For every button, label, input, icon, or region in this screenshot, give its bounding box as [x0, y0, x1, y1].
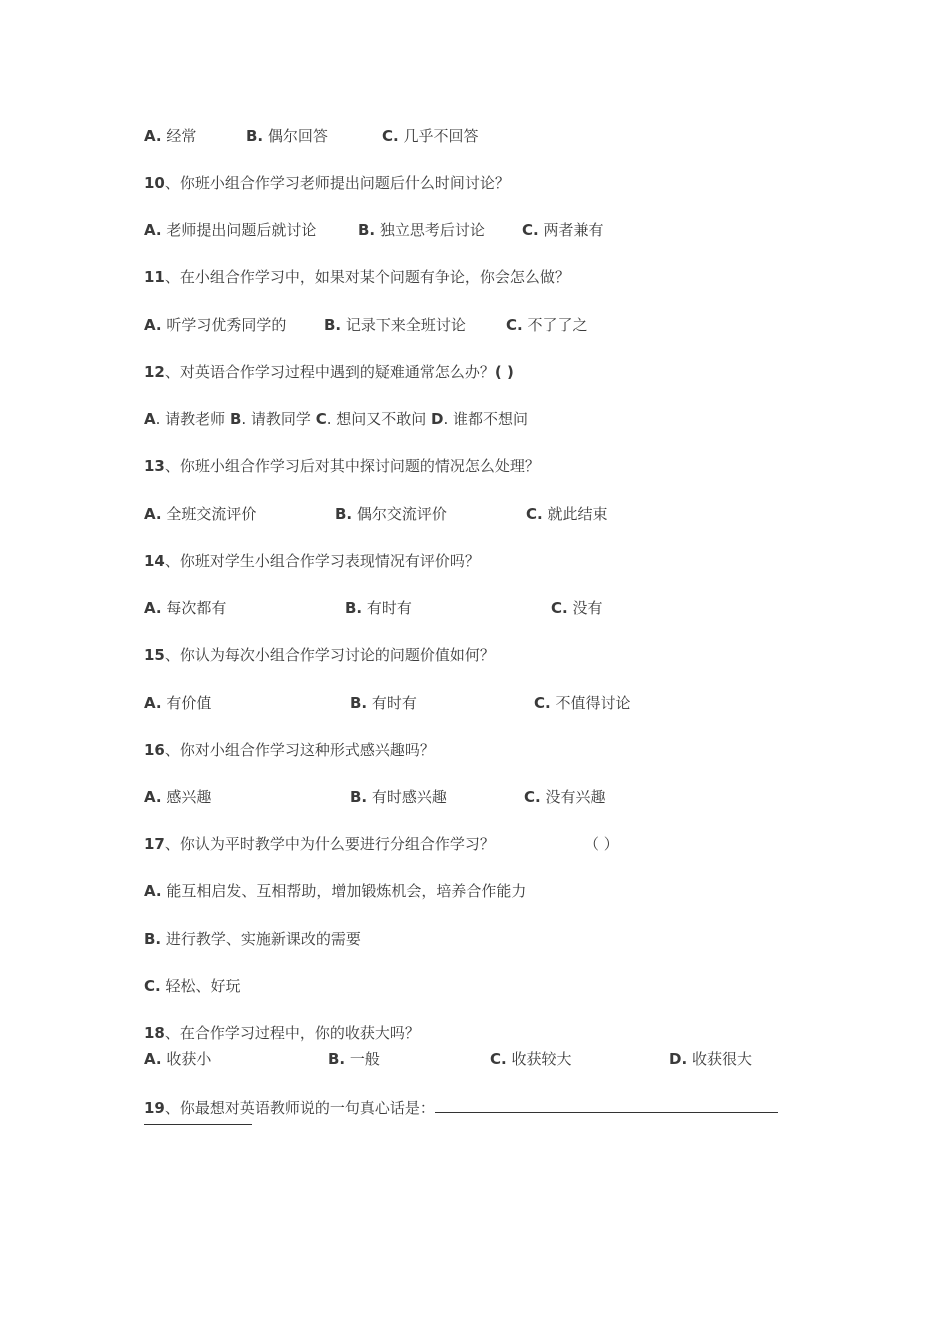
question-12: 12、对英语合作学习过程中遇到的疑难通常怎么办？( ) — [144, 363, 514, 381]
question-13: 13、你班小组合作学习后对其中探讨问题的情况怎么处理？ — [144, 457, 540, 475]
question-15: 15、你认为每次小组合作学习讨论的问题价值如何？ — [144, 646, 495, 664]
q17-option-b: B. 进行教学、实施新课改的需要 — [144, 930, 361, 948]
question-17: 17、你认为平时教学中为什么要进行分组合作学习？ （ ） — [144, 835, 619, 853]
q17-option-c: C. 轻松、好玩 — [144, 977, 241, 995]
question-14: 14、你班对学生小组合作学习表现情况有评价吗？ — [144, 552, 480, 570]
question-19: 19、你最想对英语教师说的一句真心话是： — [144, 1096, 778, 1118]
answer-blank-line[interactable] — [435, 1096, 778, 1113]
q17-answer-paren: （ ） — [584, 835, 619, 853]
q12-options: A. 请教老师 B. 请教同学 C. 想问又不敢问 D. 谁都不想问 — [144, 410, 529, 428]
question-16: 16、你对小组合作学习这种形式感兴趣吗？ — [144, 741, 435, 759]
question-10: 10、你班小组合作学习老师提出问题后什么时间讨论？ — [144, 174, 510, 192]
question-18: 18、在合作学习过程中，你的收获大吗？ — [144, 1024, 420, 1042]
q17-option-a: A. 能互相启发、互相帮助，增加锻炼机会，培养合作能力 — [144, 882, 527, 900]
question-11: 11、在小组合作学习中，如果对某个问题有争论，你会怎么做？ — [144, 268, 570, 286]
answer-blank-line-continued[interactable] — [144, 1124, 252, 1125]
